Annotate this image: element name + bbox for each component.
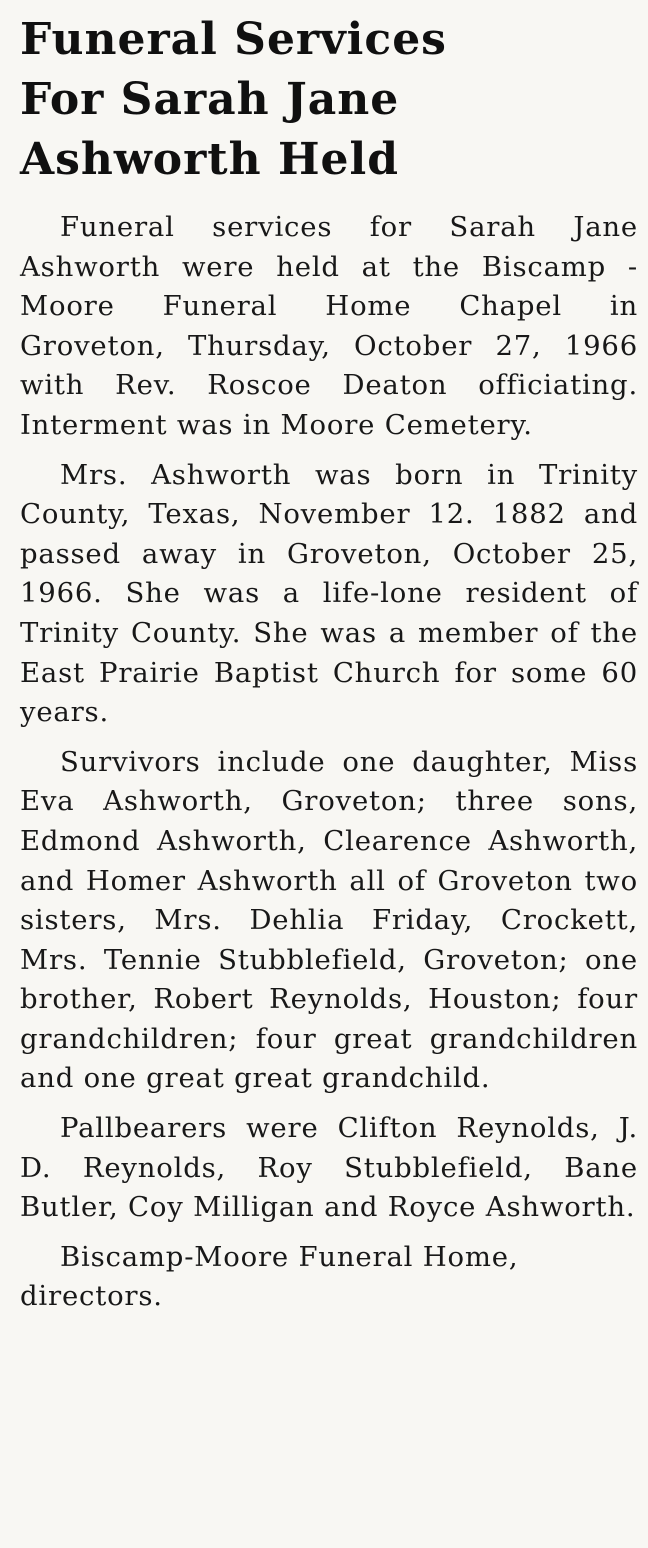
headline	[20, 10, 638, 190]
headline-line-3: Ashworth Held	[20, 134, 399, 185]
headline-line-1: Funeral Services	[20, 14, 447, 65]
paragraph-survivors: Survivors include one daughter, Miss Eva Ashworth, Groveton; three sons, Edmond Ashworth, Clearence Ashworth, and Homer Ashworth all of Groveton two sisters, Mrs. Dehlia Friday, Crockett, Mrs. Tennie Stubblefield, Groveton; one brother, Robert Reynolds, Houston; four grandchildren; four great grandchildren and one great great grandchild.	[20, 745, 638, 1095]
paragraph-pallbearers: Pallbearers were Clifton Reynolds, J. D. Reynolds, Roy Stubblefield, Bane Butler, Coy Milligan and Royce Ashworth.	[20, 1112, 638, 1224]
paragraph-services: Funeral services for Sarah Jane Ashworth were held at the Biscamp - Moore Funeral Home Chapel in Groveton, Thursday, October 27, 1966 with Rev. Roscoe Deaton officiating. Interment was in Moore Cemetery.	[20, 211, 638, 441]
article-body	[20, 208, 638, 1317]
paragraph-biography: Mrs. Ashworth was born in Trinity County, Texas, November 12. 1882 and passed away in Groveton, October 25, 1966. She was a life-lone resident of Trinity County. She was a member of the East Prairie Baptist Church for some 60 years.	[20, 458, 638, 729]
paragraph-directors: Biscamp-Moore Funeral Home, directors.	[20, 1240, 519, 1313]
headline-line-2: For Sarah Jane	[20, 74, 400, 125]
